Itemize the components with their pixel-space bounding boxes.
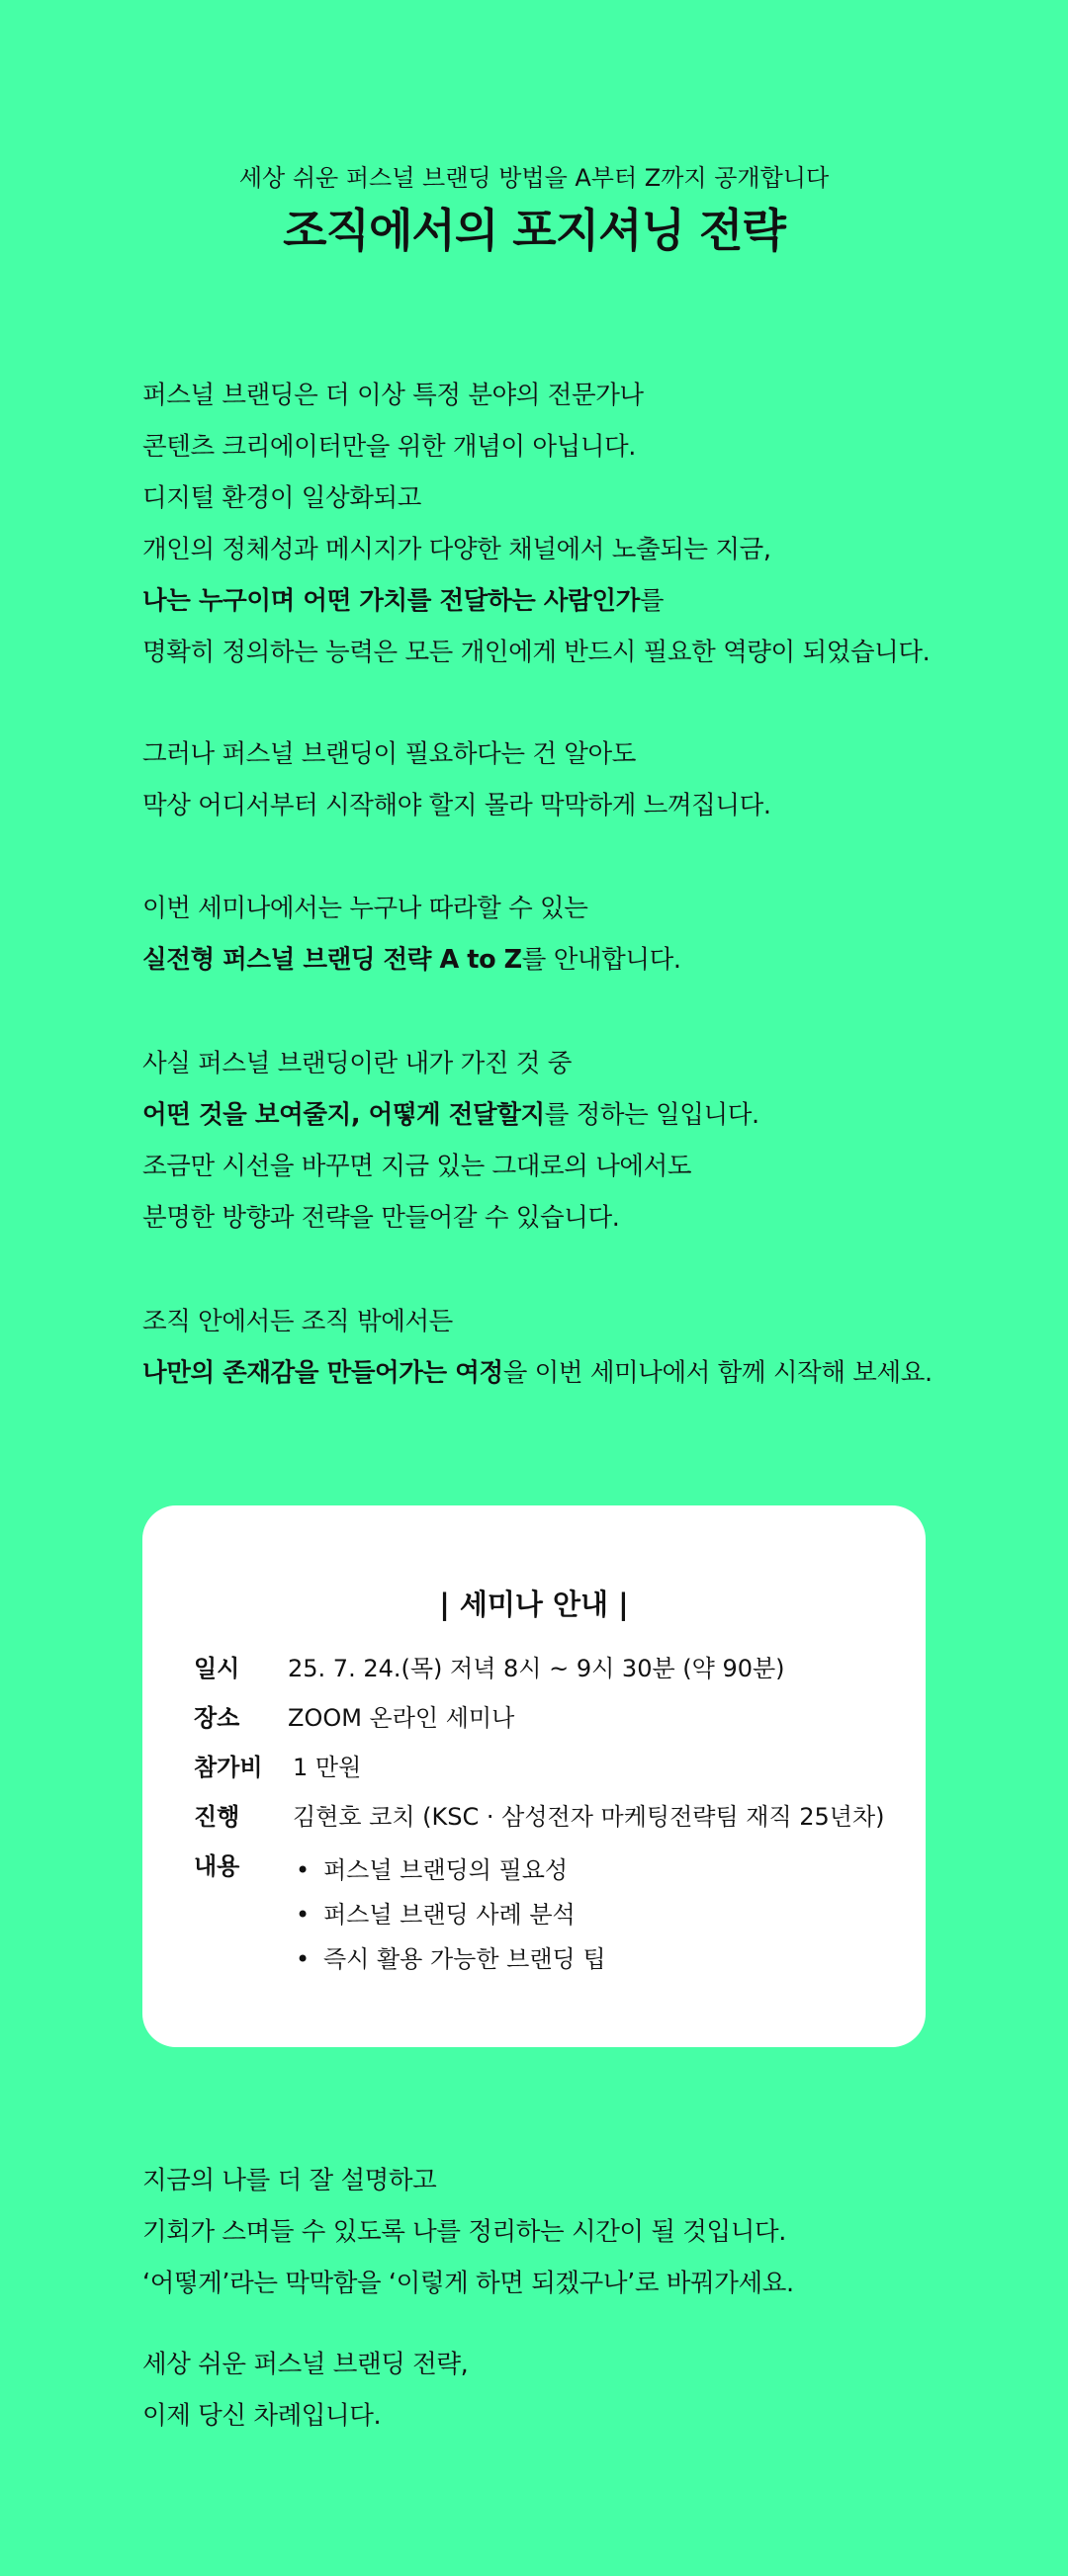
info-value: ZOOM 온라인 세미나	[288, 1704, 515, 1732]
intro-line	[142, 1089, 973, 1141]
intro-line: 개인의 정체성과 메시지가 다양한 채널에서 노출되는 지금,	[142, 535, 771, 564]
info-label: 참가비	[194, 1754, 263, 1781]
info-label: 일시	[194, 1655, 240, 1682]
info-row-host	[194, 1800, 885, 1834]
info-row-date	[194, 1652, 785, 1685]
info-label: 장소	[194, 1704, 240, 1732]
contents-item-text: 퍼스널 브랜딩의 필요성	[323, 1856, 569, 1884]
emphasis-text: 나는 누구이며 어떤 가치를 전달하는 사람인가	[142, 586, 640, 616]
closing-line: 세상 쉬운 퍼스널 브랜딩 전략,	[142, 2350, 469, 2379]
info-value: 김현호 코치 (KSC · 삼성전자 마케팅전략팀 재직 25년차)	[293, 1803, 885, 1831]
intro-line	[142, 1347, 973, 1399]
info-label: 내용	[194, 1852, 240, 1880]
emphasis-text: 나만의 존재감을 만들어가는 여정	[142, 1358, 503, 1388]
seminar-info-card	[142, 1505, 926, 2047]
intro-paragraph-3	[142, 883, 973, 986]
contents-item	[296, 1853, 568, 1887]
contents-item	[296, 1898, 576, 1932]
intro-line: 사실 퍼스널 브랜딩이란 내가 가진 것 중	[142, 1049, 572, 1078]
intro-line: 분명한 방향과 전략을 만들어갈 수 있습니다.	[142, 1203, 620, 1233]
bullet-icon: •	[296, 1856, 311, 1884]
intro-paragraph-2	[142, 729, 973, 831]
emphasis-text: 어떤 것을 보여줄지, 어떻게 전달할지	[142, 1100, 545, 1130]
closing-line: 이제 당신 차례입니다.	[142, 2401, 382, 2431]
intro-line: 퍼스널 브랜딩은 더 이상 특정 분야의 전문가나	[142, 381, 644, 410]
intro-text: 을 이번 세미나에서 함께 시작해 보세요.	[502, 1358, 933, 1388]
contents-item	[296, 1942, 606, 1976]
info-row-fee	[194, 1751, 361, 1784]
intro-text: 를	[639, 586, 665, 616]
closing-paragraph-2	[142, 2339, 973, 2442]
intro-paragraph-4	[142, 1038, 973, 1244]
closing-line: ‘어떻게’라는 막막함을 ‘이렇게 하면 되겠구나’로 바꿔가세요.	[142, 2269, 794, 2298]
emphasis-text: 실전형 퍼스널 브랜딩 전략 A to Z	[142, 945, 522, 975]
info-row-contents	[194, 1849, 288, 1883]
intro-line: 디지털 환경이 일상화되고	[142, 483, 421, 513]
intro-paragraph-5	[142, 1296, 973, 1399]
closing-line: 지금의 나를 더 잘 설명하고	[142, 2166, 437, 2195]
intro-paragraph-1	[142, 370, 973, 678]
bullet-icon: •	[296, 1945, 311, 1973]
intro-line	[142, 934, 973, 986]
intro-line: 이번 세미나에서는 누구나 따라할 수 있는	[142, 894, 588, 923]
intro-line	[142, 575, 973, 627]
intro-line: 콘텐츠 크리에이터만을 위한 개념이 아닙니다.	[142, 432, 636, 462]
intro-line: 조직 안에서든 조직 밖에서든	[142, 1307, 453, 1336]
info-label: 진행	[194, 1803, 240, 1831]
contents-item-text: 퍼스널 브랜딩 사례 분석	[323, 1901, 576, 1929]
bullet-icon: •	[296, 1901, 311, 1929]
intro-text: 를 안내합니다.	[521, 945, 681, 975]
intro-line: 그러나 퍼스널 브랜딩이 필요하다는 건 알아도	[142, 739, 636, 769]
info-value: 25. 7. 24.(목) 저녁 8시 ~ 9시 30분 (약 90분)	[288, 1655, 785, 1682]
info-row-place	[194, 1701, 514, 1735]
page-title: 조직에서의 포지셔닝 전략	[283, 204, 785, 257]
seminar-card-title: | 세미나 안내 |	[439, 1588, 629, 1621]
intro-text: 를 정하는 일입니다.	[544, 1100, 759, 1130]
closing-paragraph-1	[142, 2155, 973, 2309]
contents-item-text: 즉시 활용 가능한 브랜딩 팁	[323, 1945, 606, 1973]
closing-line: 기회가 스며들 수 있도록 나를 정리하는 시간이 될 것입니다.	[142, 2217, 786, 2247]
intro-line: 막상 어디서부터 시작해야 할지 몰라 막막하게 느껴집니다.	[142, 791, 771, 820]
info-value: 1 만원	[293, 1754, 362, 1781]
page-subtitle: 세상 쉬운 퍼스널 브랜딩 방법을 A부터 Z까지 공개합니다	[238, 164, 830, 192]
intro-line: 명확히 정의하는 능력은 모든 개인에게 반드시 필요한 역량이 되었습니다.	[142, 638, 931, 667]
intro-line: 조금만 시선을 바꾸면 지금 있는 그대로의 나에서도	[142, 1152, 692, 1181]
